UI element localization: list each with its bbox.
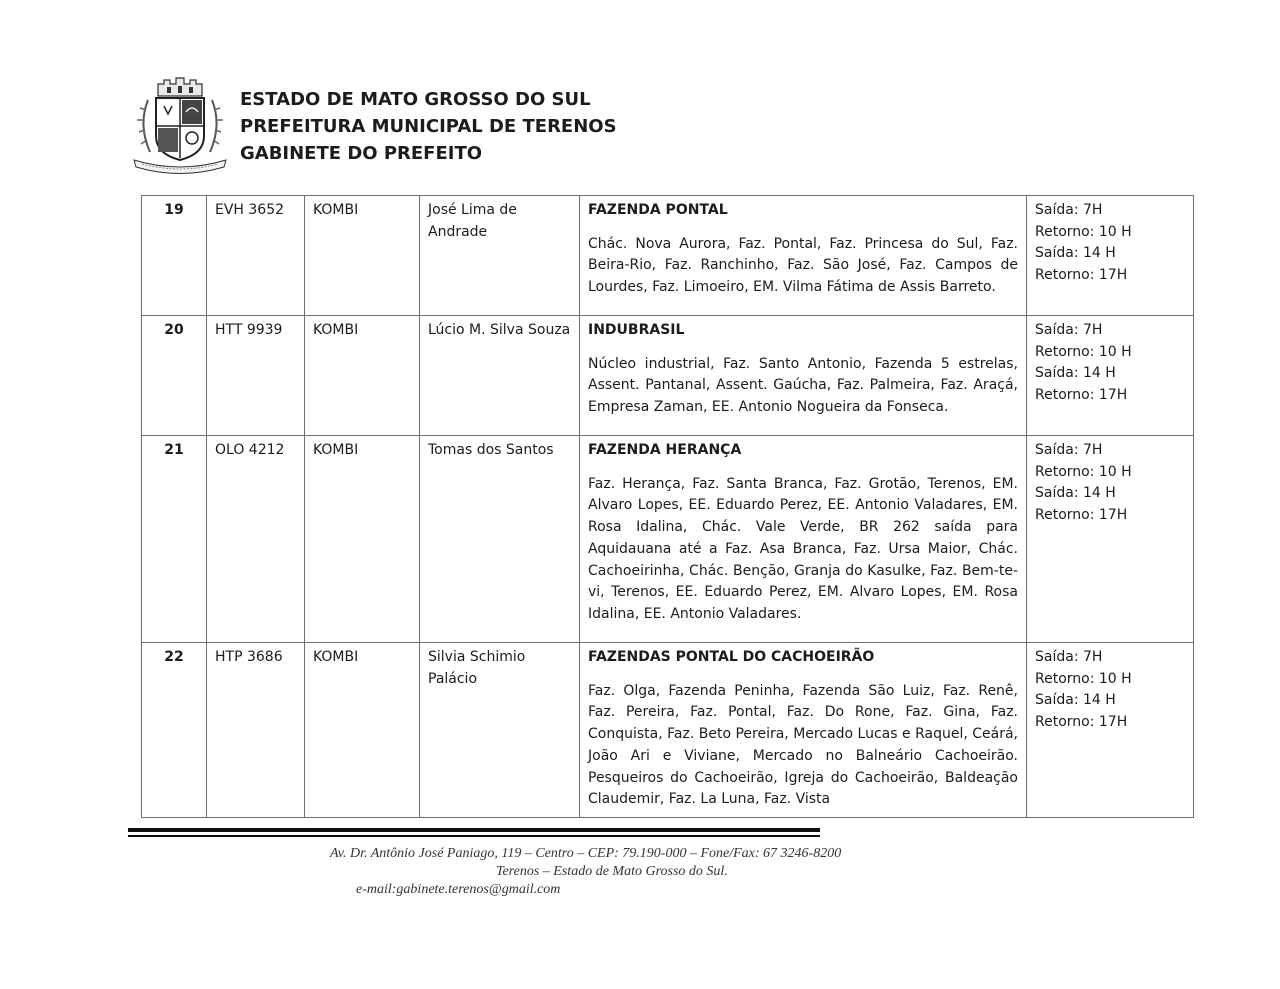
footer-email: e-mail:gabinete.terenos@gmail.com (356, 882, 561, 897)
vehicle-type: KOMBI (305, 196, 420, 316)
departure-afternoon: Saída: 14 H (1035, 485, 1116, 502)
driver-name: Silvia Schimio Palácio (420, 643, 580, 818)
route-title: FAZENDAS PONTAL DO CACHOEIRÃO (588, 649, 875, 665)
driver-name: Lúcio M. Silva Souza (420, 316, 580, 436)
route-cell (580, 316, 1027, 436)
return-afternoon: Retorno: 17H (1035, 714, 1128, 731)
driver-name: José Lima de Andrade (420, 196, 580, 316)
header-state: ESTADO DE MATO GROSSO DO SUL (240, 89, 591, 110)
departure-afternoon: Saída: 14 H (1035, 365, 1116, 382)
schedule-cell (1027, 643, 1194, 818)
departure-morning: Saída: 7H (1035, 202, 1103, 218)
route-cell (580, 643, 1027, 818)
schedule-cell (1027, 196, 1194, 316)
schedule-cell (1027, 316, 1194, 436)
school-transport-routes-table (141, 195, 1194, 818)
return-morning: Retorno: 10 H (1035, 223, 1132, 240)
departure-afternoon: Saída: 14 H (1035, 692, 1116, 709)
vehicle-type: KOMBI (305, 436, 420, 643)
vehicle-plate: HTT 9939 (207, 316, 305, 436)
route-title: INDUBRASIL (588, 322, 685, 338)
header-municipality: PREFEITURA MUNICIPAL DE TERENOS (240, 116, 617, 137)
footer (128, 845, 1128, 899)
route-title: FAZENDA PONTAL (588, 202, 728, 218)
return-afternoon: Retorno: 17H (1035, 387, 1128, 404)
schedule-cell (1027, 436, 1194, 643)
letterhead (240, 86, 617, 167)
vehicle-plate: HTP 3686 (207, 643, 305, 818)
row-number: 20 (142, 316, 207, 436)
driver-name: Tomas dos Santos (420, 436, 580, 643)
table-row (142, 643, 1194, 818)
return-morning: Retorno: 10 H (1035, 463, 1132, 480)
return-afternoon: Retorno: 17H (1035, 507, 1128, 524)
route-description: Faz. Herança, Faz. Santa Branca, Faz. Grotão, Terenos, EM. Alvaro Lopes, EE. Eduardo Perez, EE. Antonio Valadares, EM. Rosa Idalina, Chác. Vale Verde, BR 262 saída para Aquidauana até a Faz. Asa Branca, Faz. Ursa Maior, Chác. Cachoeirinha, Chác. Benção, Granja do Kasulke, Faz. Bem-te-vi, Terenos, EE. Eduardo Perez, EM. Alvaro Lopes, EM. Rosa Idalina, EE. Antonio Valadares. (588, 475, 1018, 622)
footer-divider-thick (128, 828, 820, 832)
route-cell (580, 436, 1027, 643)
footer-city: Terenos – Estado de Mato Grosso do Sul. (496, 864, 728, 879)
vehicle-plate: EVH 3652 (207, 196, 305, 316)
departure-afternoon: Saída: 14 H (1035, 245, 1116, 262)
vehicle-type: KOMBI (305, 316, 420, 436)
table-row (142, 196, 1194, 316)
vehicle-plate: OLO 4212 (207, 436, 305, 643)
row-number: 21 (142, 436, 207, 643)
route-description: Chác. Nova Aurora, Faz. Pontal, Faz. Princesa do Sul, Faz. Beira-Rio, Faz. Ranchinho, Faz. São José, Faz. Campos de Lourdes, Faz. Limoeiro, EM. Vilma Fátima de Assis Barreto. (588, 235, 1018, 296)
route-title: FAZENDA HERANÇA (588, 442, 742, 458)
return-morning: Retorno: 10 H (1035, 670, 1132, 687)
vehicle-type: KOMBI (305, 643, 420, 818)
footer-divider-thin (128, 835, 820, 837)
return-afternoon: Retorno: 17H (1035, 267, 1128, 284)
departure-morning: Saída: 7H (1035, 322, 1103, 338)
route-description: Núcleo industrial, Faz. Santo Antonio, Fazenda 5 estrelas, Assent. Pantanal, Assent. Gaúcha, Faz. Palmeira, Faz. Araçá, Empresa Zaman, EE. Antonio Nogueira da Fonseca. (588, 355, 1018, 416)
route-description: Faz. Olga, Fazenda Peninha, Fazenda São Luiz, Faz. Renê, Faz. Pereira, Faz. Pontal, Faz. Do Rone, Faz. Gina, Faz. Conquista, Faz. Beto Pereira, Mercado Lucas e Raquel, Ceárá, João Ari e Viviane, Mercado no Balneário Cachoeirão. Pesqueiros do Cachoeirão, Igreja do Cachoeirão, Baldeação Claudemir, Faz. La Luna, Faz. Vista (588, 682, 1018, 808)
row-number: 22 (142, 643, 207, 818)
table-row (142, 436, 1194, 643)
row-number: 19 (142, 196, 207, 316)
departure-morning: Saída: 7H (1035, 442, 1103, 458)
header-office: GABINETE DO PREFEITO (240, 143, 483, 164)
table-row (142, 316, 1194, 436)
municipal-crest-logo (128, 70, 232, 174)
footer-address: Av. Dr. Antônio José Paniago, 119 – Centro – CEP: 79.190-000 – Fone/Fax: 67 3246-8200 (330, 846, 842, 861)
departure-morning: Saída: 7H (1035, 649, 1103, 665)
route-cell (580, 196, 1027, 316)
return-morning: Retorno: 10 H (1035, 343, 1132, 360)
